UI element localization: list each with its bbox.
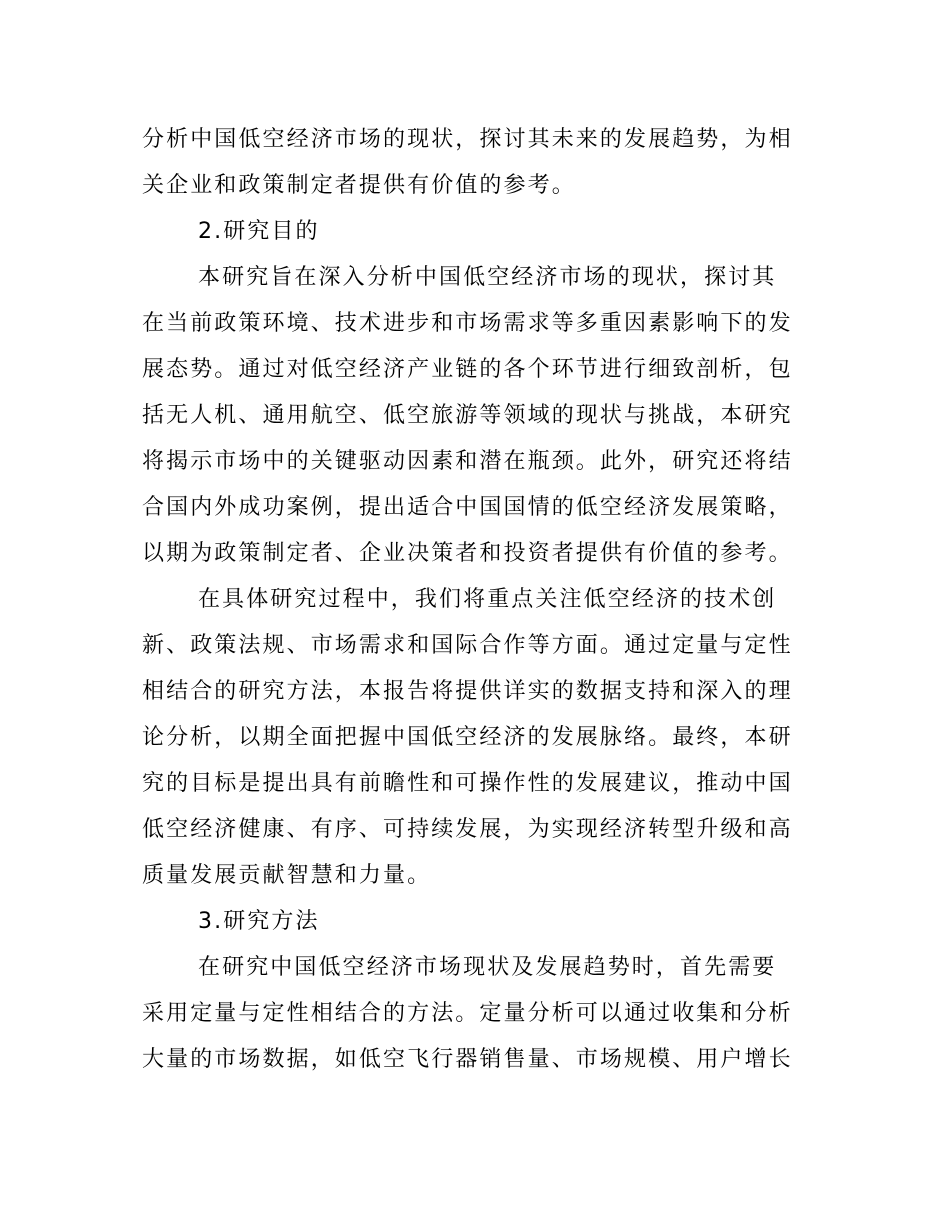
paragraph-line: 本研究旨在深入分析中国低空经济市场的现状，探讨其 <box>198 265 777 290</box>
paragraph-line: 相结合的研究方法，本报告将提供详实的数据支持和深入的理 <box>142 679 793 704</box>
paragraph-line: 采用定量与定性相结合的方法。定量分析可以通过收集和分析 <box>142 1001 793 1026</box>
section-heading: 2.研究目的 <box>198 219 320 244</box>
paragraph-line: 究的目标是提出具有前瞻性和可操作性的发展建议，推动中国 <box>142 771 793 796</box>
paragraph-line: 将揭示市场中的关键驱动因素和潜在瓶颈。此外，研究还将结 <box>142 449 793 474</box>
paragraph-line: 在研究中国低空经济市场现状及发展趋势时，首先需要 <box>198 955 777 980</box>
paragraph-line: 大量的市场数据，如低空飞行器销售量、市场规模、用户增长 <box>142 1047 793 1072</box>
paragraph-line: 在具体研究过程中，我们将重点关注低空经济的技术创 <box>198 587 777 612</box>
paragraph-line: 低空经济健康、有序、可持续发展，为实现经济转型升级和高 <box>142 817 793 842</box>
paragraph-line: 关企业和政策制定者提供有价值的参考。 <box>142 173 576 198</box>
paragraph-line: 论分析，以期全面把握中国低空经济的发展脉络。最终，本研 <box>142 725 793 750</box>
section-heading: 3.研究方法 <box>198 909 320 934</box>
paragraph-line: 展态势。通过对低空经济产业链的各个环节进行细致剖析，包 <box>142 357 793 382</box>
paragraph-line: 新、政策法规、市场需求和国际合作等方面。通过定量与定性 <box>142 633 793 658</box>
paragraph-line: 合国内外成功案例，提出适合中国国情的低空经济发展策略， <box>142 495 793 520</box>
paragraph-line: 质量发展贡献智慧和力量。 <box>142 863 432 888</box>
paragraph-line: 在当前政策环境、技术进步和市场需求等多重因素影响下的发 <box>142 311 793 336</box>
paragraph-line: 括无人机、通用航空、低空旅游等领域的现状与挑战，本研究 <box>142 403 793 428</box>
paragraph-line: 分析中国低空经济市场的现状，探讨其未来的发展趋势，为相 <box>142 127 793 152</box>
paragraph-line: 以期为政策制定者、企业决策者和投资者提供有价值的参考。 <box>142 541 793 566</box>
